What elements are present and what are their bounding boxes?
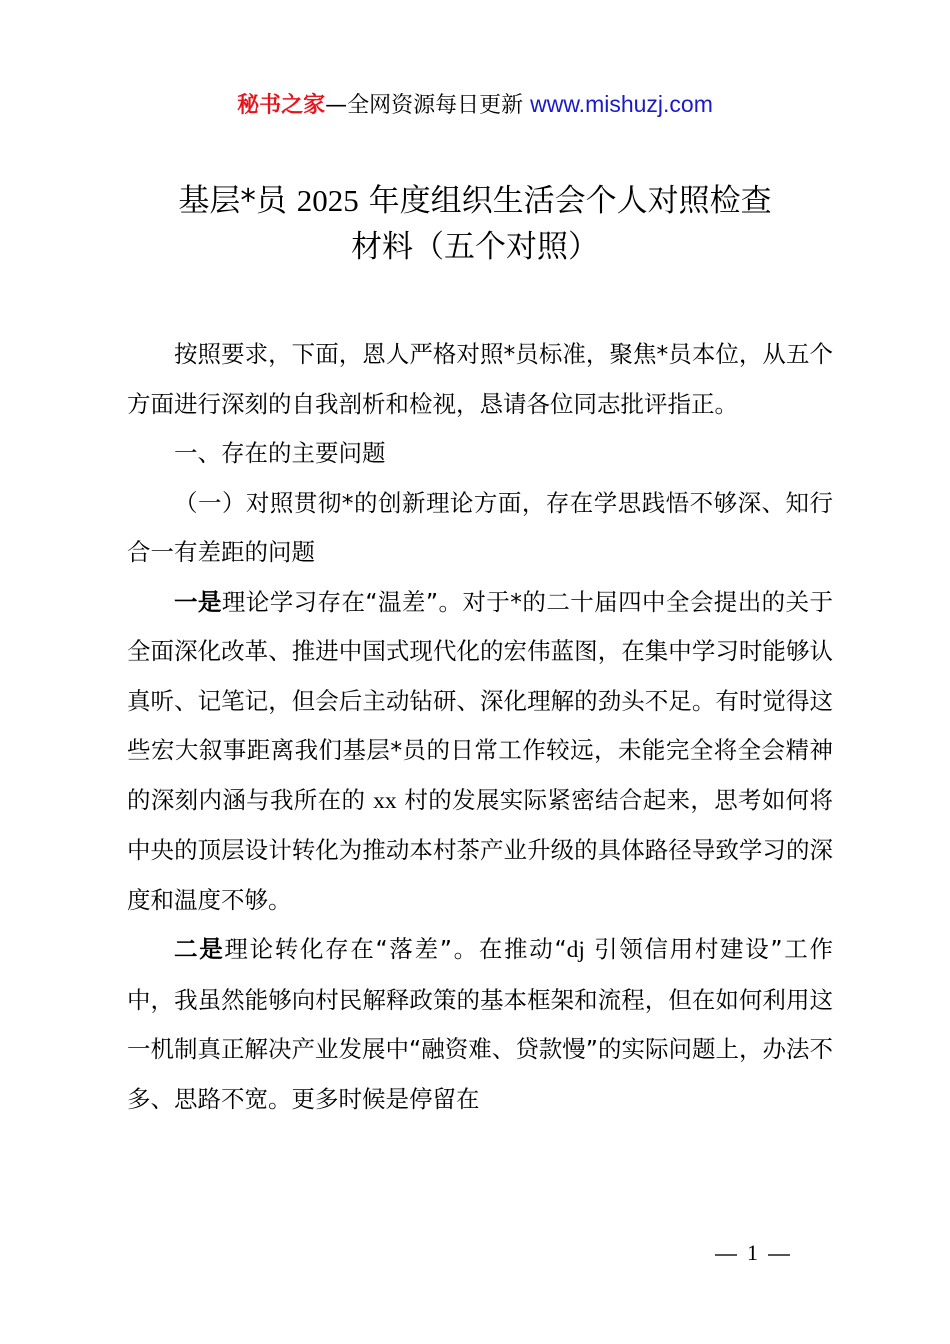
point-text: 理论转化存在“落差”。在推动“ [224, 935, 567, 963]
site-banner [0, 86, 950, 124]
document-title [100, 178, 850, 270]
subsection-heading: （一）对照贯彻*的创新理论方面，存在学思践悟不够深、知行合一有差距的问题 [127, 488, 833, 566]
intro-paragraph: 按照要求，下面，恩人严格对照*员标准，聚焦*员本位，从五个方面进行深刻的自我剖析和检视，恳请各位同志批评指正。 [127, 340, 833, 418]
point-text: 村的发展实际紧密结合起来，思考如何将中央的顶层设计转化为推动本村茶产业升级的具体路径导致学习的深度和温度不够。 [127, 785, 834, 914]
brand-name: 秘书之家 [237, 93, 326, 118]
title-text: 年度组织生活会个人对照检查 [368, 183, 772, 219]
title-line-2: 材料（五个对照） [351, 229, 599, 265]
page-number [705, 1238, 800, 1268]
banner-tagline: —全网资源每日更新 [325, 93, 524, 118]
title-year: 2025 [296, 183, 359, 218]
point-paragraph-1 [127, 578, 833, 926]
section-heading: 一、存在的主要问题 [174, 439, 386, 467]
point-text: 引领信用村建设”工作中，我虽然能够向村民解释政策的基本框架和流程，但在如何利用这一机制真正解决产业发展中“融资难、贷款慢”的实际问题上，办法不多、思路不宽。更多时候是停留在 [127, 935, 833, 1113]
page-dash-right [768, 1254, 790, 1256]
point-text: 理论学习存在“温差”。对于*的二十届四中全会提出的关于全面深化改革、推进中国式现代化的宏伟蓝图，在集中学习时能够认真听、记笔记，但会后主动钻研、深化理解的劲头不足。有时觉得这些宏大叙事距离我们基层*员的日常工作较远，未能完全将全会精神的深刻内涵与我所在的 [127, 587, 833, 814]
abbrev-text: dj [566, 937, 585, 963]
village-placeholder: xx [373, 787, 397, 814]
document-body [127, 330, 833, 1124]
title-text: 基层*员 [178, 183, 287, 219]
page-number-value: 1 [747, 1240, 758, 1265]
title-line-1 [100, 178, 850, 224]
point-lead: 二是 [174, 935, 225, 963]
point-lead: 一是 [174, 587, 222, 616]
page-dash-left [715, 1254, 737, 1256]
point-paragraph-2 [127, 925, 833, 1124]
site-url-link[interactable]: www.mishuzj.com [530, 91, 713, 117]
